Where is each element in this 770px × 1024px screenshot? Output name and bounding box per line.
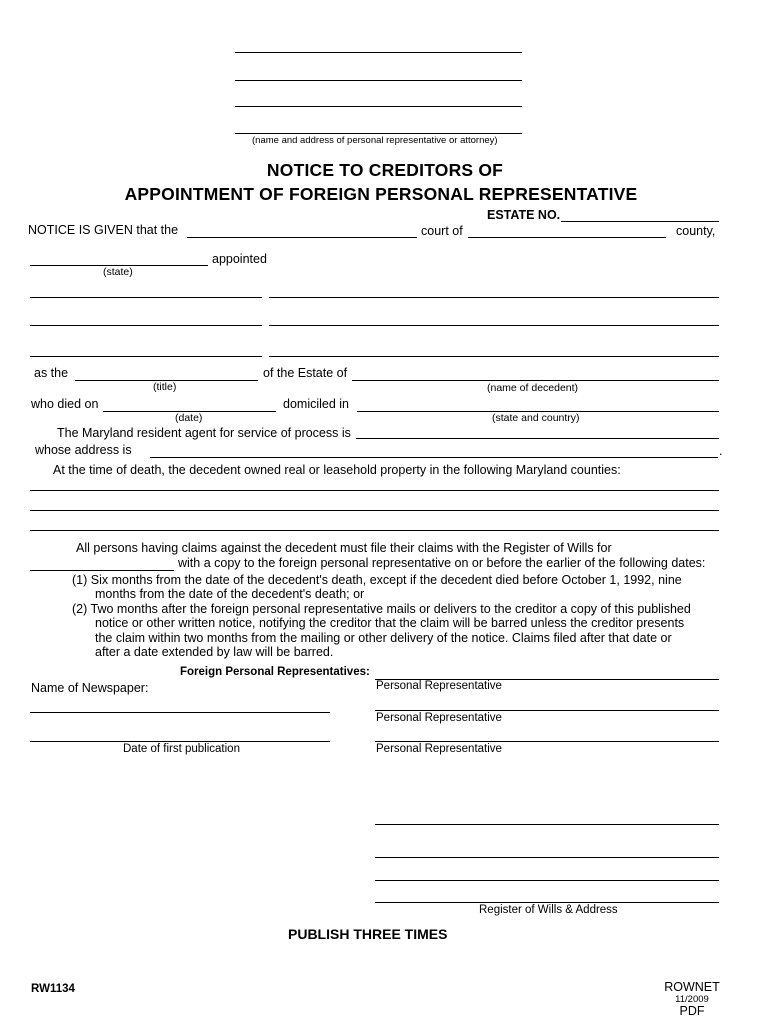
name-address-line-2[interactable] [235, 80, 522, 81]
appointed-label: appointed [212, 252, 267, 266]
domiciled-label: domiciled in [283, 397, 350, 411]
notice-given-label: NOTICE IS GIVEN that the [28, 223, 179, 237]
resident-agent-field[interactable] [356, 438, 719, 439]
form-title-line-2: APPOINTMENT OF FOREIGN PERSONAL REPRESENTATIVE [124, 184, 638, 204]
claims-item-1-line-2: months from the date of the decedent's death; or [95, 587, 365, 601]
pr-signature-line-2[interactable] [375, 710, 719, 711]
representative-line-1-right[interactable] [269, 297, 719, 298]
county-field[interactable] [468, 237, 666, 238]
pr-signature-line-3[interactable] [375, 741, 719, 742]
claims-item-2-line-2: notice or other written notice, notifying the creditor that the claim will be barred unless the creditor presents [95, 616, 685, 630]
decedent-caption: (name of decedent) [487, 382, 579, 394]
form-title-line-1: NOTICE TO CREDITORS OF [266, 160, 504, 180]
whose-address-label: whose address is [35, 443, 132, 457]
claims-item-1-line-1: (1) Six months from the date of the decedent's death, except if the decedent died before October 1, 1992, nine [72, 573, 682, 587]
property-label: At the time of death, the decedent owned real or leasehold property in the following Maryland counties: [53, 463, 621, 477]
name-address-caption: (name and address of personal representative or attorney) [252, 135, 498, 146]
representative-line-1-left[interactable] [30, 297, 262, 298]
name-address-line-3[interactable] [235, 106, 522, 107]
address-period: . [719, 444, 723, 458]
court-name-field[interactable] [187, 237, 417, 238]
register-label: Register of Wills & Address [479, 904, 618, 916]
of-estate-label: of the Estate of [263, 366, 348, 380]
title-caption: (title) [153, 381, 177, 393]
property-line-2[interactable] [30, 510, 719, 511]
state-country-caption: (state and country) [492, 412, 580, 424]
as-the-label: as the [34, 366, 69, 380]
pr-label-2: Personal Representative [376, 712, 502, 724]
property-line-3[interactable] [30, 530, 719, 531]
representative-line-3-right[interactable] [269, 356, 719, 357]
rownet-label: ROWNET [664, 980, 720, 994]
register-line-2[interactable] [375, 857, 719, 858]
who-died-label: who died on [31, 397, 99, 411]
register-line-4[interactable] [375, 902, 719, 903]
name-address-line-1[interactable] [235, 52, 522, 53]
claims-item-2-line-1: (2) Two months after the foreign personal representative mails or delivers to the creditor a copy of this published [72, 602, 691, 616]
publish-instruction: PUBLISH THREE TIMES [288, 926, 448, 942]
decedent-name-field[interactable] [352, 380, 719, 381]
resident-agent-label: The Maryland resident agent for service of process is [57, 426, 351, 440]
footer-date: 11/2009 [675, 994, 709, 1005]
register-county-field[interactable] [30, 570, 174, 571]
estate-no-label: ESTATE NO. [487, 208, 561, 222]
form-id: RW1134 [31, 983, 75, 995]
claims-line-2: with a copy to the foreign personal representative on or before the earlier of the following dates: [178, 556, 706, 570]
foreign-pr-label: Foreign Personal Representatives: [180, 666, 370, 678]
newspaper-label: Name of Newspaper: [31, 681, 149, 695]
date-caption: (date) [175, 412, 203, 424]
estate-no-field[interactable] [561, 221, 719, 222]
claims-line-1: All persons having claims against the decedent must file their claims with the Register of Wills for [76, 541, 612, 555]
pr-label-3: Personal Representative [376, 743, 502, 755]
county-label: county, [676, 224, 716, 238]
agent-address-field[interactable] [150, 457, 718, 458]
pr-label-1: Personal Representative [376, 680, 502, 692]
court-of-label: court of [421, 224, 463, 238]
representative-line-3-left[interactable] [30, 356, 262, 357]
name-address-line-4[interactable] [235, 133, 522, 134]
state-caption: (state) [103, 266, 133, 278]
first-publication-label: Date of first publication [123, 743, 240, 755]
claims-item-2-line-3: the claim within two months from the mailing or other delivery of the notice. Claims filed after that date or [95, 631, 672, 645]
claims-item-2-line-4: after a date extended by law will be barred. [95, 645, 334, 659]
representative-line-2-left[interactable] [30, 325, 262, 326]
register-line-1[interactable] [375, 824, 719, 825]
pdf-label: PDF [679, 1004, 705, 1018]
representative-line-2-right[interactable] [269, 325, 719, 326]
property-line-1[interactable] [30, 490, 719, 491]
newspaper-field[interactable] [30, 712, 330, 713]
first-publication-field[interactable] [30, 741, 330, 742]
register-line-3[interactable] [375, 880, 719, 881]
